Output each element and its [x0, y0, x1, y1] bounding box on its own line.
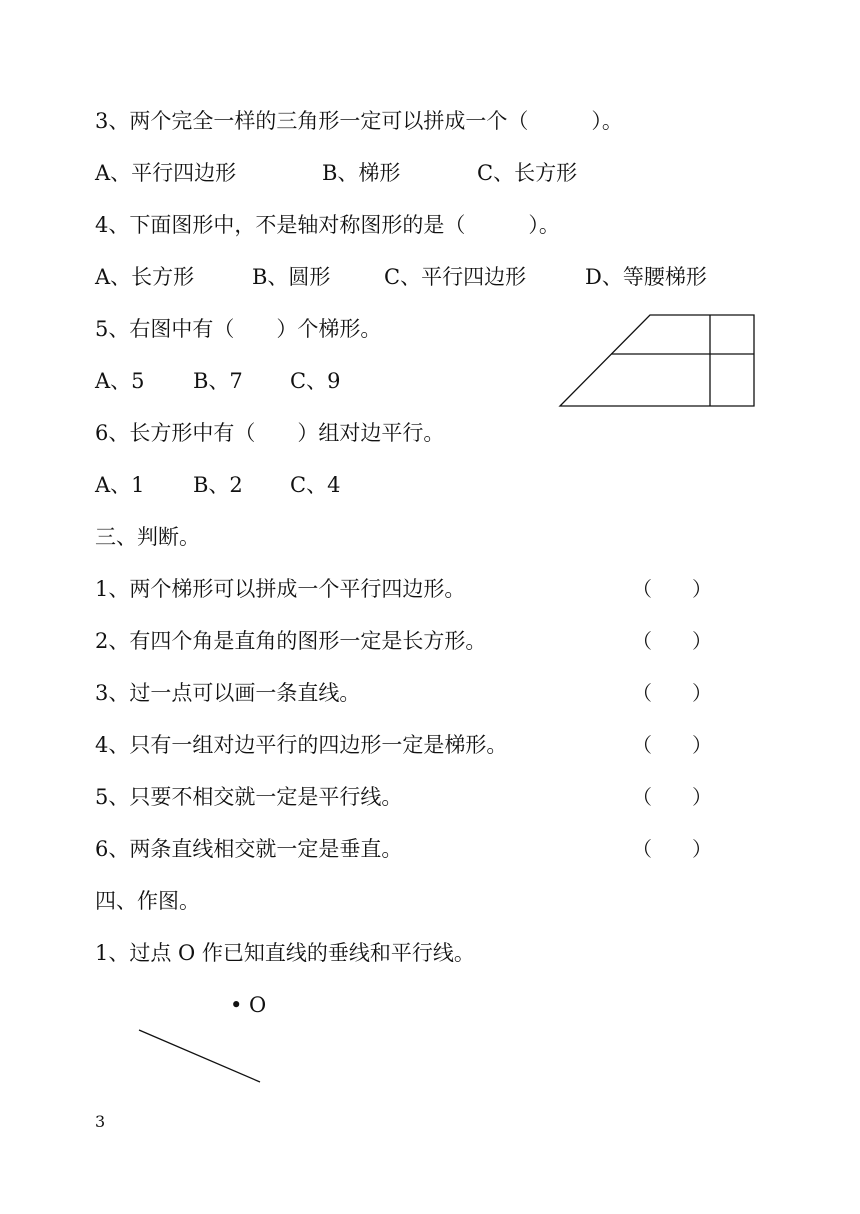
q6-option-b: B、2 [193, 473, 243, 497]
q6-option-c: C、4 [290, 473, 341, 497]
q3-option-a: A、平行四边形 [95, 161, 237, 185]
section-judge-heading: 三、判断。 [95, 525, 200, 549]
judge-item-6: 6、两条直线相交就一定是垂直。 [95, 837, 403, 861]
q4-option-a: A、长方形 [95, 265, 195, 289]
draw-question-1: 1、过点 O 作已知直线的垂线和平行线。 [95, 941, 475, 965]
judge-blank-2[interactable]: （ ） [632, 629, 712, 653]
judge-item-2: 2、有四个角是直角的图形一定是长方形。 [95, 629, 487, 653]
judge-blank-1[interactable]: （ ） [632, 577, 712, 601]
q5-option-b: B、7 [193, 369, 243, 393]
point-o-label: • O [230, 993, 267, 1017]
judge-item-5: 5、只要不相交就一定是平行线。 [95, 785, 403, 809]
question-4-stem: 4、下面图形中，不是轴对称图形的是（ ）。 [95, 213, 560, 237]
page-number: 3 [95, 1112, 106, 1131]
judge-item-4: 4、只有一组对边平行的四边形一定是梯形。 [95, 733, 508, 757]
q4-option-d: D、等腰梯形 [585, 265, 707, 289]
judge-blank-3[interactable]: （ ） [632, 681, 712, 705]
q4-option-b: B、圆形 [252, 265, 331, 289]
question-3-stem: 3、两个完全一样的三角形一定可以拼成一个（ ）。 [95, 109, 623, 133]
q5-option-c: C、9 [290, 369, 341, 393]
q3-option-c: C、长方形 [477, 161, 578, 185]
given-line-figure [130, 1020, 270, 1090]
trapezoid-outline [560, 315, 754, 406]
given-line [139, 1030, 260, 1082]
section-draw-heading: 四、作图。 [95, 889, 200, 913]
question-6-stem: 6、长方形中有（ ）组对边平行。 [95, 421, 445, 445]
question-5-stem: 5、右图中有（ ）个梯形。 [95, 317, 382, 341]
q5-option-a: A、5 [95, 369, 145, 393]
judge-blank-5[interactable]: （ ） [632, 785, 712, 809]
judge-item-3: 3、过一点可以画一条直线。 [95, 681, 361, 705]
judge-blank-6[interactable]: （ ） [632, 837, 712, 861]
judge-item-1: 1、两个梯形可以拼成一个平行四边形。 [95, 577, 466, 601]
trapezoid-figure [555, 310, 760, 412]
q4-option-c: C、平行四边形 [384, 265, 527, 289]
judge-blank-4[interactable]: （ ） [632, 733, 712, 757]
q6-option-a: A、1 [95, 473, 145, 497]
q3-option-b: B、梯形 [322, 161, 401, 185]
